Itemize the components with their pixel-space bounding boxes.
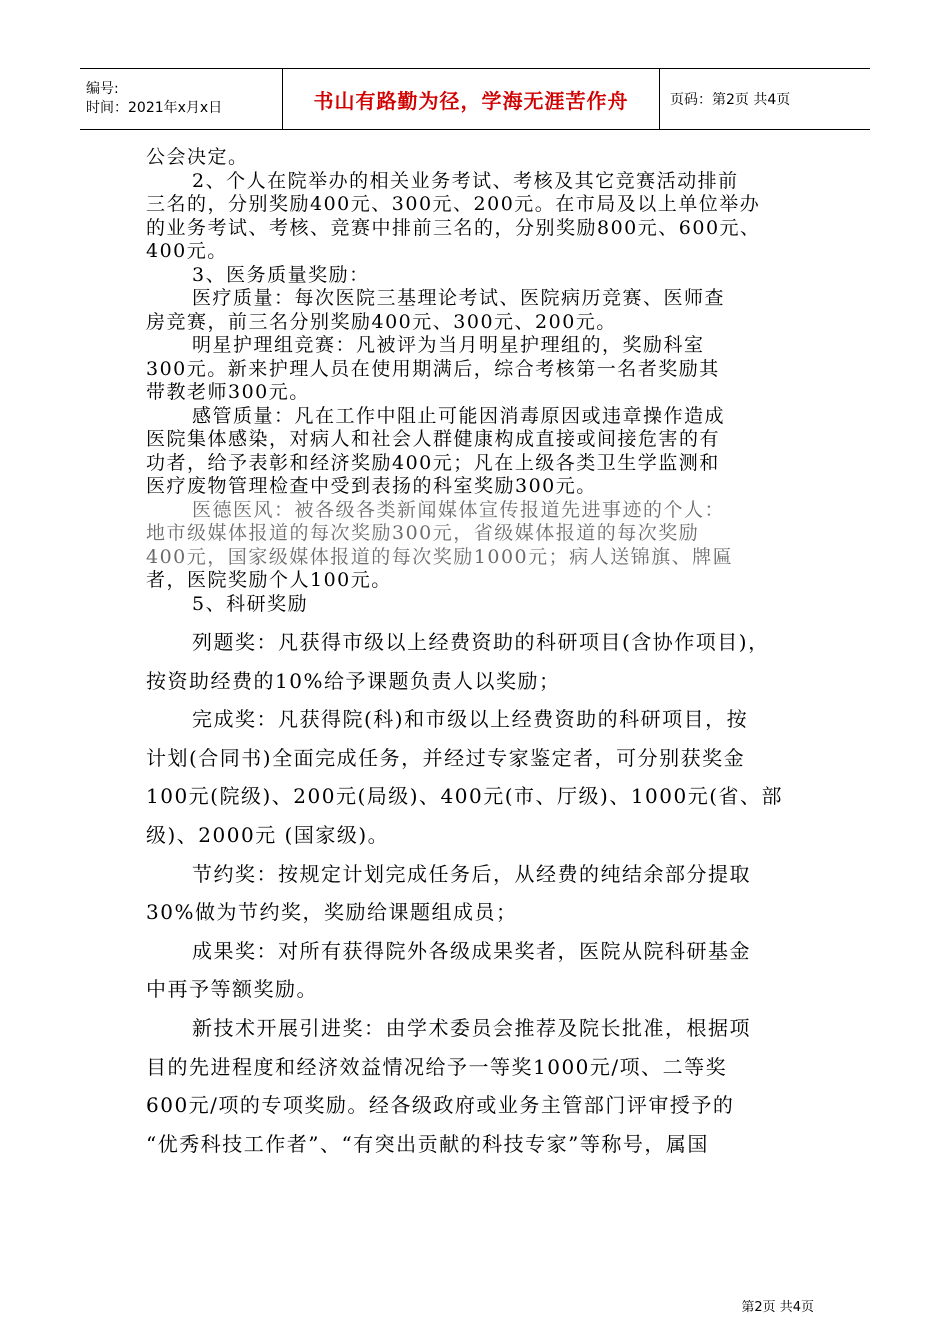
body-line: 节约奖：按规定计划完成任务后，从经费的纯结余部分提取	[192, 861, 751, 886]
page-header	[80, 68, 870, 130]
body-line: 者，医院奖励个人100元。	[146, 569, 392, 591]
body-line: 地市级媒体报道的每次奖励300元，省级媒体报道的每次奖励	[146, 522, 700, 544]
body-section-rules	[146, 146, 814, 616]
body-line: 医疗质量：每次医院三基理论考试、医院病历竞赛、医师查	[192, 287, 726, 309]
body-line: 功者，给予表彰和经济奖励400元；凡在上级各类卫生学监测和	[146, 451, 720, 474]
body-line: 级)、2000元 (国家级)。	[146, 822, 390, 847]
body-line: 公会决定。	[146, 146, 249, 168]
section-heading: 5、科研奖励	[192, 592, 309, 615]
body-line: “优秀科技工作者”、“有突出贡献的科技专家”等称号，属国	[146, 1131, 709, 1156]
body-line: 100元(院级)、200元(局级)、400元(市、厅级)、1000元(省、部	[146, 784, 784, 809]
body-line: 三名的，分别奖励400元、300元、200元。在市局及以上单位举办	[146, 193, 761, 215]
body-line: 的业务考试、考核、竞赛中排前三名的，分别奖励800元、600元、	[146, 216, 761, 239]
body-line: 300元。新来护理人员在使用期满后，综合考核第一名者奖励其	[146, 357, 720, 380]
body-line: 医疗废物管理检查中受到表扬的科室奖励300元。	[146, 475, 597, 497]
header-meta	[80, 69, 282, 129]
document-body	[146, 146, 814, 1163]
page-footer: 第2页 共4页	[741, 1300, 814, 1315]
document-date-label: 时间：2021年x月x日	[86, 100, 223, 116]
body-line: 房竞赛，前三名分别奖励400元、300元、200元。	[146, 310, 617, 333]
body-line: 400元，国家级媒体报道的每次奖励1000元；病人送锦旗、牌匾	[146, 545, 734, 568]
header-page-cell	[660, 69, 870, 129]
body-line: 明星护理组竞赛：凡被评为当月明星护理组的，奖励科室	[192, 334, 705, 356]
body-section-research	[146, 623, 814, 1163]
body-line: 按资助经费的10%给予课题负责人以奖励；	[146, 668, 561, 693]
body-line: 完成奖：凡获得院(科)和市级以上经费资助的科研项目，按	[192, 707, 749, 732]
header-motto-cell	[282, 69, 660, 129]
body-line: 400元。	[146, 240, 228, 262]
body-line: 目的先进程度和经济效益情况给予一等奖1000元/项、二等奖	[146, 1054, 728, 1079]
document-number-label: 编号:	[86, 81, 119, 97]
body-line: 列题奖：凡获得市级以上经费资助的科研项目(含协作项目)，	[192, 630, 770, 654]
body-line: 新技术开展引进奖：由学术委员会推荐及院长批准，根据项	[192, 1015, 751, 1040]
body-line: 医院集体感染，对病人和社会人群健康构成直接或间接危害的有	[146, 428, 721, 450]
body-line: 2、个人在院举办的相关业务考试、考核及其它竞赛活动排前	[192, 169, 739, 192]
body-line: 600元/项的专项奖励。经各级政府或业务主管部门评审授予的	[146, 1093, 735, 1118]
body-line: 感管质量：凡在工作中阻止可能因消毒原因或违章操作造成	[192, 404, 726, 427]
body-line: 30%做为节约奖，奖励给课题组成员；	[146, 900, 518, 925]
header-page-number: 页码：第2页 共4页	[670, 92, 791, 108]
body-line: 成果奖：对所有获得院外各级成果奖者，医院从院科研基金	[192, 938, 751, 963]
header-motto: 书山有路勤为径，学海无涯苦作舟	[313, 88, 629, 113]
body-line: 医德医风：被各级各类新闻媒体宣传报道先进事迹的个人：	[192, 498, 726, 521]
body-line: 中再予等额奖励。	[146, 977, 318, 1002]
section-heading: 3、医务质量奖励：	[192, 263, 370, 286]
body-line: 计划(合同书)全面完成任务，并经过专家鉴定者，可分别获奖金	[146, 745, 746, 770]
body-line: 带教老师300元。	[146, 381, 310, 403]
